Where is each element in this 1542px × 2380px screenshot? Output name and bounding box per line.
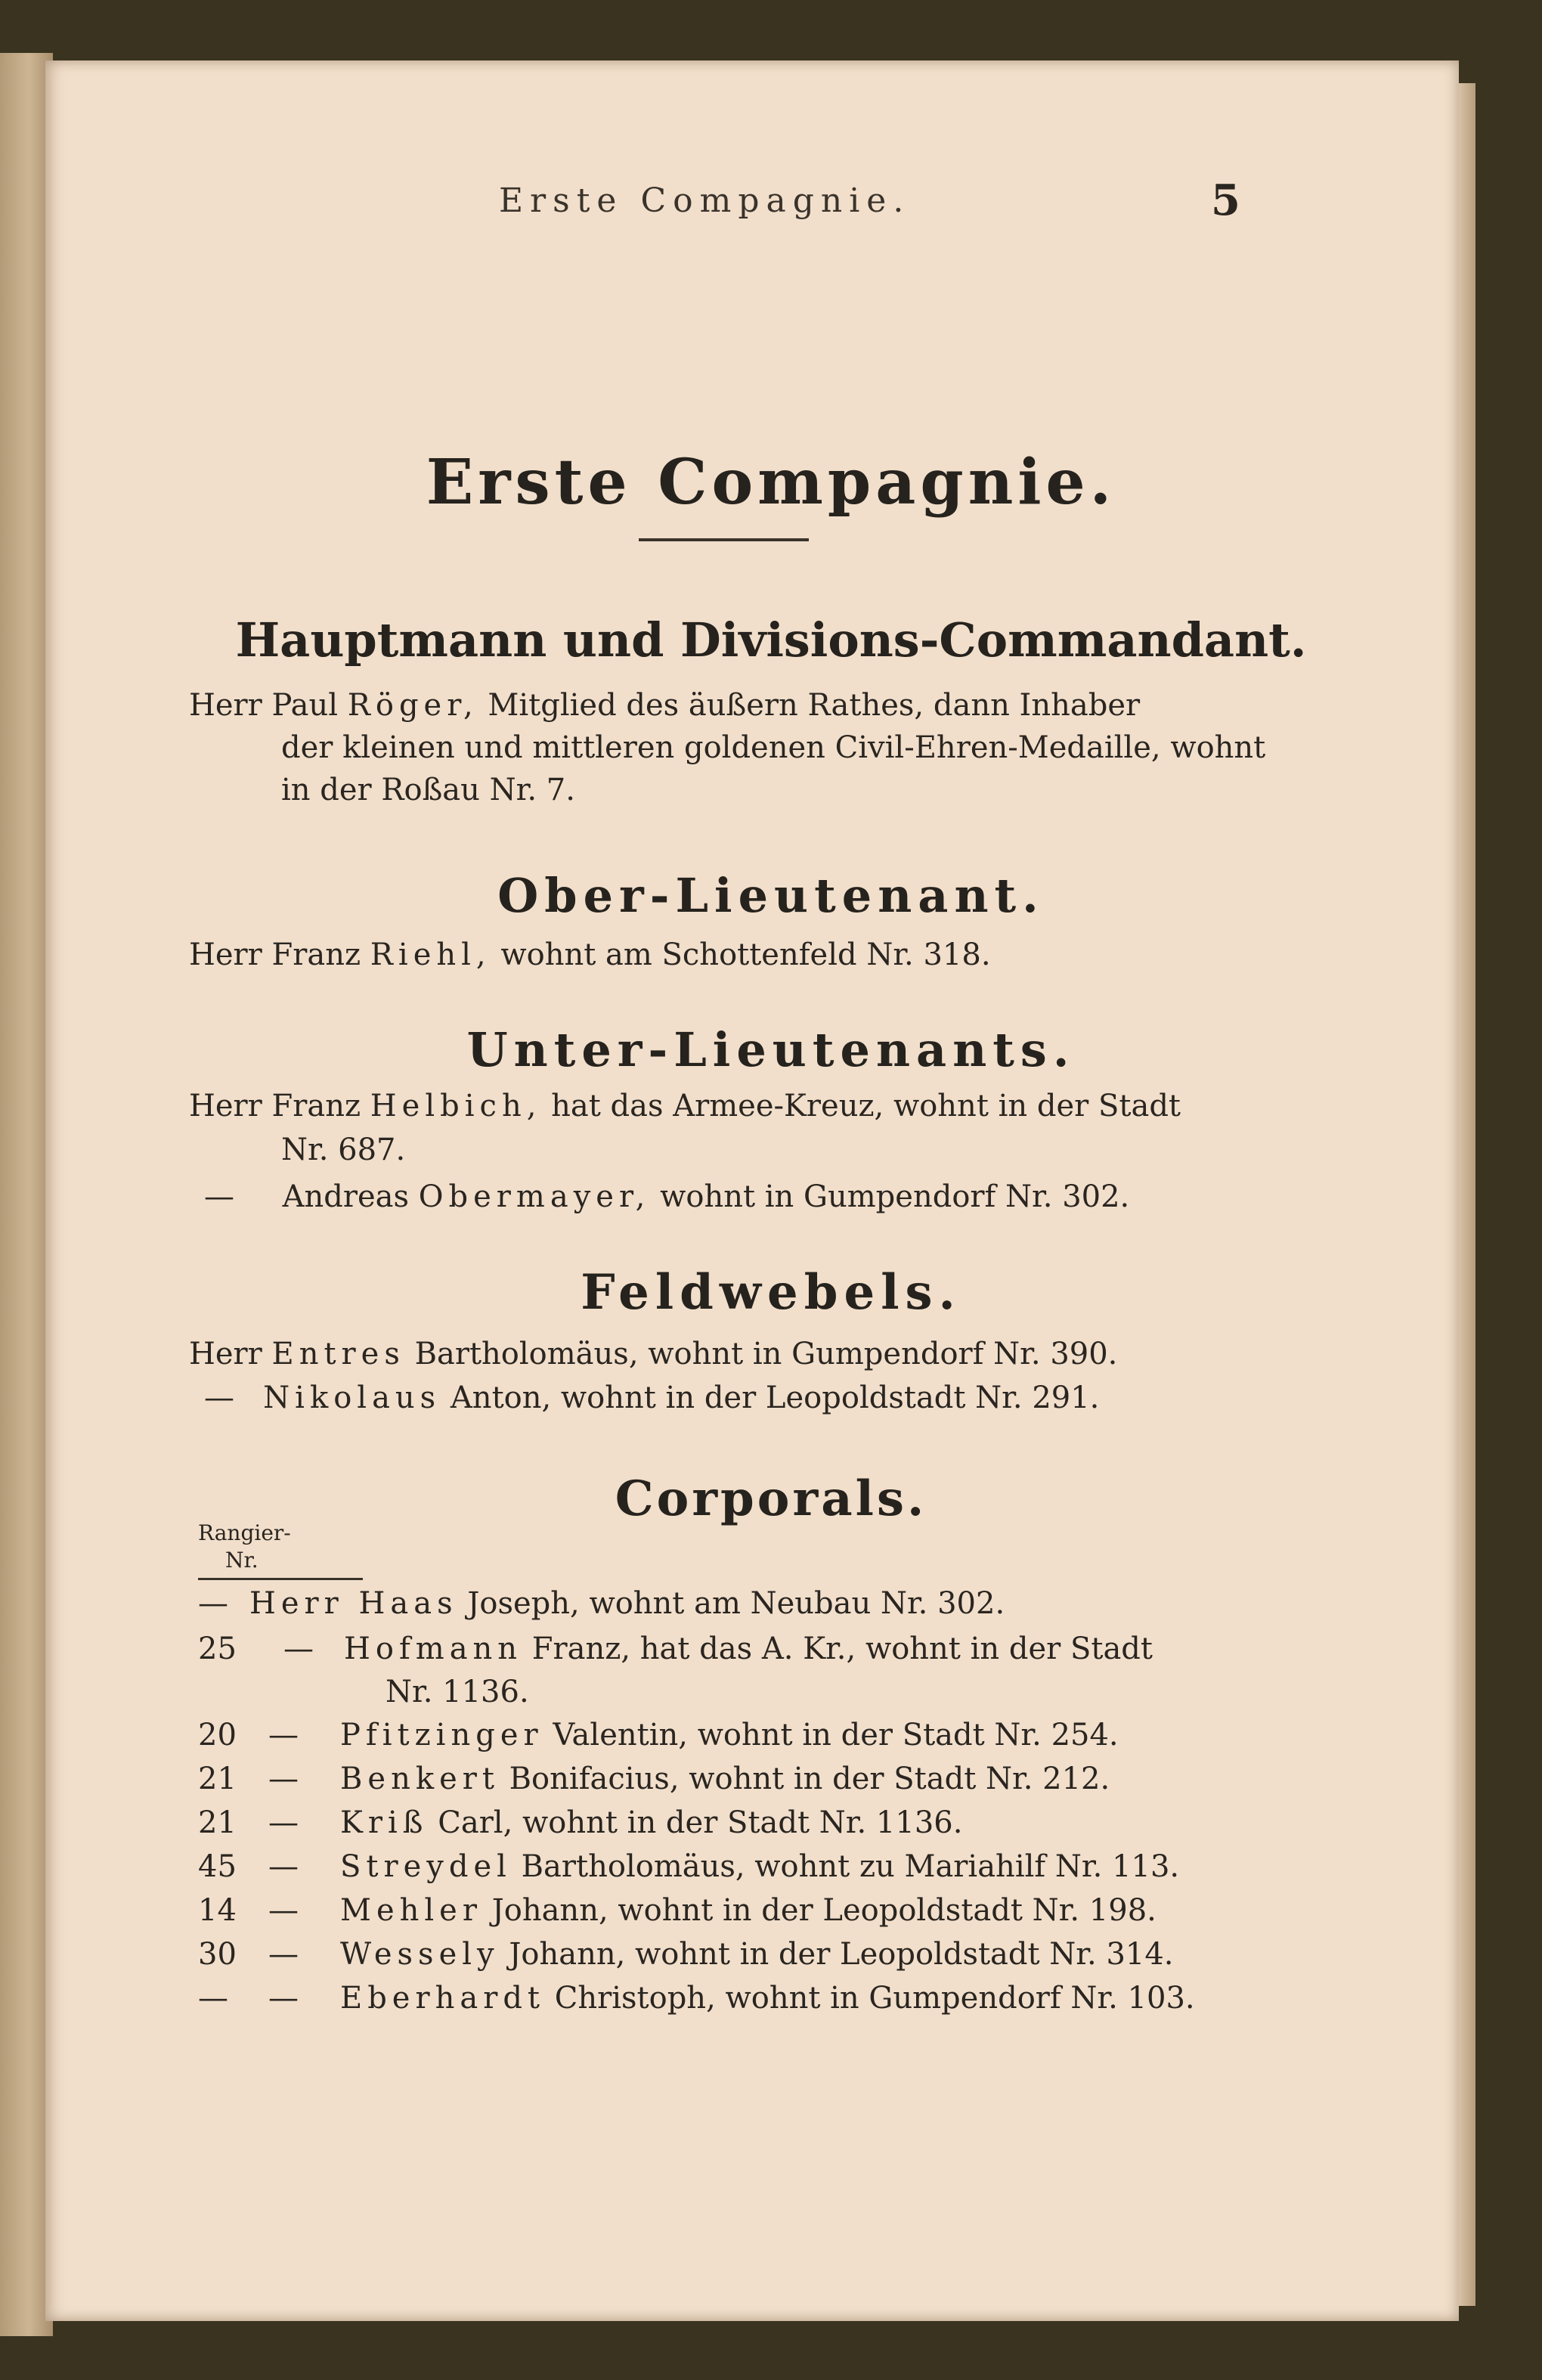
feldwebel-prefix: Herr [189, 1337, 262, 1371]
corporal-entry [340, 1718, 1119, 1752]
ober-lieutenant-rest: wohnt am Schottenfeld Nr. 318. [500, 937, 991, 972]
unter-lieutenant-rest: wohnt in Gumpendorf Nr. 302. [660, 1179, 1130, 1214]
corporal-rest: Johann, wohnt in der Leopoldstadt Nr. 198. [491, 1893, 1156, 1928]
heading-hauptmann: Hauptmann und Divisions-Commandant. [235, 612, 1307, 668]
corporal-rest: Carl, wohnt in der Stadt Nr. 1136. [438, 1805, 963, 1840]
hauptmann-line-1 [189, 688, 1140, 723]
page-number: 5 [1211, 175, 1240, 225]
rank-number: — [198, 1586, 228, 1621]
corporal-name: Wessely [340, 1937, 500, 1972]
corporal-rest: Joseph, wohnt am Neubau Nr. 302. [467, 1586, 1005, 1621]
column-header-label: Rangier- [198, 1520, 291, 1545]
corporal-name: Streydel [340, 1849, 512, 1884]
corporal-name: Kriß [340, 1805, 429, 1840]
rank-number: — [198, 1981, 228, 2016]
column-header-sub: Nr. [225, 1548, 259, 1573]
corporal-rest: Johann, wohnt in der Leopoldstadt Nr. 314. [509, 1937, 1174, 1972]
section-title: Erste Compagnie. [426, 446, 1116, 519]
rank-number: 20 [198, 1718, 237, 1752]
corporal-rest: Christoph, wohnt in Gumpendorf Nr. 103. [554, 1981, 1195, 2016]
rank-number: 30 [198, 1937, 237, 1972]
corporal-entry [340, 1849, 1179, 1884]
heading-corporals: Corporals. [615, 1470, 927, 1527]
corporal-entry [340, 1937, 1174, 1972]
corporal-entry [340, 1893, 1156, 1928]
rank-number: 21 [198, 1805, 237, 1840]
unter-lieutenant-rest: hat das Armee-Kreuz, wohnt in der Stadt [551, 1089, 1181, 1123]
hauptmann-prefix: Herr Paul [189, 688, 339, 723]
entry-dash: — [268, 1718, 299, 1752]
corporal-entry [340, 1762, 1110, 1796]
heading-unter-lieutenants: Unter-Lieutenants. [466, 1022, 1076, 1077]
rank-number: 21 [198, 1762, 237, 1796]
unter-lieutenant-prefix: Andreas [282, 1179, 409, 1214]
entry-dash: — [283, 1632, 314, 1666]
header-rule [268, 1578, 363, 1580]
feldwebel-name: Nikolaus [263, 1381, 441, 1415]
page-stack-edge [1459, 83, 1475, 2306]
unter-lieutenant-entry-1 [189, 1089, 1181, 1123]
corporal-name: Herr Haas [249, 1586, 458, 1621]
entry-dash: — [268, 1893, 299, 1928]
feldwebel-entry-2 [204, 1381, 1099, 1415]
unter-lieutenant-entry-1-cont: Nr. 687. [281, 1133, 406, 1167]
unter-lieutenant-name: Helbich, [370, 1089, 542, 1123]
corporal-entry-cont: Nr. 1136. [386, 1675, 529, 1709]
heading-ober-lieutenant: Ober-Lieutenant. [497, 868, 1045, 923]
running-head: Erste Compagnie. [499, 181, 911, 220]
corporal-rest: Franz, hat das A. Kr., wohnt in der Stadt [531, 1632, 1153, 1666]
feldwebel-name: Entres [271, 1337, 405, 1371]
corporal-entry [340, 1805, 962, 1840]
entry-dash: — [268, 1981, 299, 2016]
feldwebel-entry-1 [189, 1337, 1117, 1371]
ober-lieutenant-name: Riehl, [370, 937, 491, 972]
corporal-name: Eberhardt [340, 1981, 546, 2016]
feldwebel-prefix: — [204, 1381, 234, 1415]
corporal-rest: Bonifacius, wohnt in der Stadt Nr. 212. [509, 1762, 1110, 1796]
corporal-name: Benkert [340, 1762, 500, 1796]
entry-dash: — [204, 1179, 234, 1214]
corporal-name: Pfitzinger [340, 1718, 543, 1752]
corporal-rest: Bartholomäus, wohnt zu Mariahilf Nr. 113. [521, 1849, 1180, 1884]
entry-dash: — [268, 1805, 299, 1840]
hauptmann-line-3: in der Roßau Nr. 7. [281, 773, 575, 807]
hauptmann-line-2: der kleinen und mittleren goldenen Civil-Ehren-Medaille, wohnt [281, 730, 1266, 765]
ober-lieutenant-prefix: Herr Franz [189, 937, 361, 972]
ober-lieutenant-entry [189, 937, 991, 972]
hauptmann-line1-rest: Mitglied des äußern Rathes, dann Inhaber [488, 688, 1141, 723]
hauptmann-name: Röger, [347, 688, 478, 723]
unter-lieutenant-name: Obermayer, [418, 1179, 651, 1214]
entry-dash: — [268, 1762, 299, 1796]
feldwebel-rest: Anton, wohnt in der Leopoldstadt Nr. 291. [450, 1381, 1100, 1415]
unter-lieutenant-prefix: Herr Franz [189, 1089, 361, 1123]
rangier-column-header [198, 1520, 291, 1574]
corporal-name: Mehler [340, 1893, 482, 1928]
entry-dash: — [268, 1849, 299, 1884]
heading-feldwebels: Feldwebels. [581, 1264, 961, 1321]
rank-number: 45 [198, 1849, 237, 1884]
rank-number: 14 [198, 1893, 237, 1928]
rank-number: 25 [198, 1632, 237, 1666]
corporal-entry [344, 1632, 1153, 1666]
corporal-entry [340, 1981, 1195, 2016]
corporal-entry [249, 1586, 1005, 1621]
corporal-name: Hofmann [344, 1632, 523, 1666]
corporal-rest: Valentin, wohnt in der Stadt Nr. 254. [553, 1718, 1119, 1752]
feldwebel-rest: Bartholomäus, wohnt in Gumpendorf Nr. 390. [414, 1337, 1118, 1371]
entry-dash: — [268, 1937, 299, 1972]
unter-lieutenant-entry-2 [204, 1179, 1129, 1214]
title-rule [639, 538, 809, 541]
